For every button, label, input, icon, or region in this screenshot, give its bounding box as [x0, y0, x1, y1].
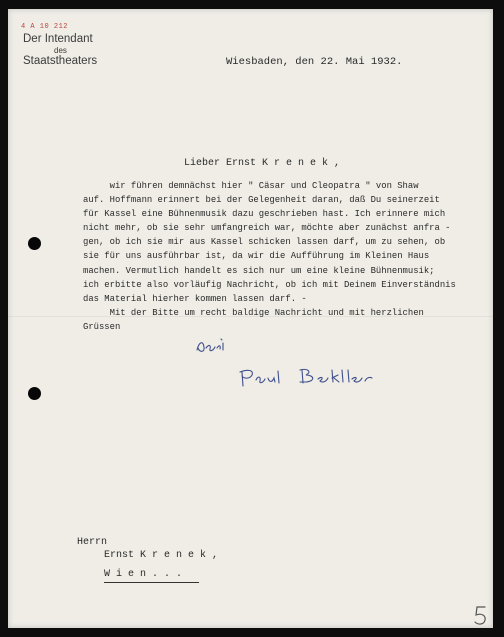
letterhead-title: Der Intendant [23, 33, 93, 45]
letterhead-connector: des [54, 46, 67, 55]
body-line: ich erbitte also vorläufig Nachricht, ob ich mit Deinem Einverständnis [83, 279, 456, 290]
body-line: nicht mehr, ob sie sehr umfangreich war, möchte aber zunächst anfra - [83, 223, 451, 234]
body-line: sie für uns ausführbar ist, da wir die Aufführung im Kleinen Haus [83, 251, 430, 262]
body-line: Grüssen [83, 321, 121, 332]
body-line: für Kassel eine Bühnenmusik dazu geschrieben hast. Ich erinnere mich [83, 209, 446, 220]
body-line: das Material hierher kommen lassen darf. - [83, 293, 307, 304]
letterhead-institution: Staatstheaters [23, 55, 98, 67]
handwritten-dein-mark [195, 336, 229, 356]
body-line: Mit der Bitte um recht baldige Nachricht und mit herzlichen [83, 307, 424, 318]
body-line: gen, ob ich sie mir aus Kassel schicken lassen darf, um zu sehen, ob [83, 237, 446, 248]
punch-hole [28, 387, 41, 400]
address-salutation: Herrn [77, 537, 108, 548]
archive-reference-stamp: 4 A 10 212 [21, 23, 69, 31]
letter-page [8, 9, 493, 628]
punch-hole [28, 237, 41, 250]
handwritten-signature [238, 366, 378, 390]
body-line: machen. Vermutlich handelt es sich nur um eine kleine Bühnenmusik; [83, 265, 435, 276]
date-line: Wiesbaden, den 22. Mai 1932. [226, 56, 403, 68]
body-line: wir führen demnächst hier " Cäsar und Cleopatra " von Shaw [83, 181, 419, 191]
salutation: Lieber Ernst K r e n e k , [184, 158, 341, 169]
body-line: auf. Hoffmann erinnert bei der Gelegenheit daran, daß Du seinerzeit [83, 195, 440, 206]
pencil-folio-number [473, 605, 489, 627]
address-city: W i e n . . . [104, 569, 183, 580]
address-name: Ernst K r e n e k , [104, 550, 219, 561]
city-underline [104, 582, 199, 583]
letter-body [83, 179, 456, 334]
